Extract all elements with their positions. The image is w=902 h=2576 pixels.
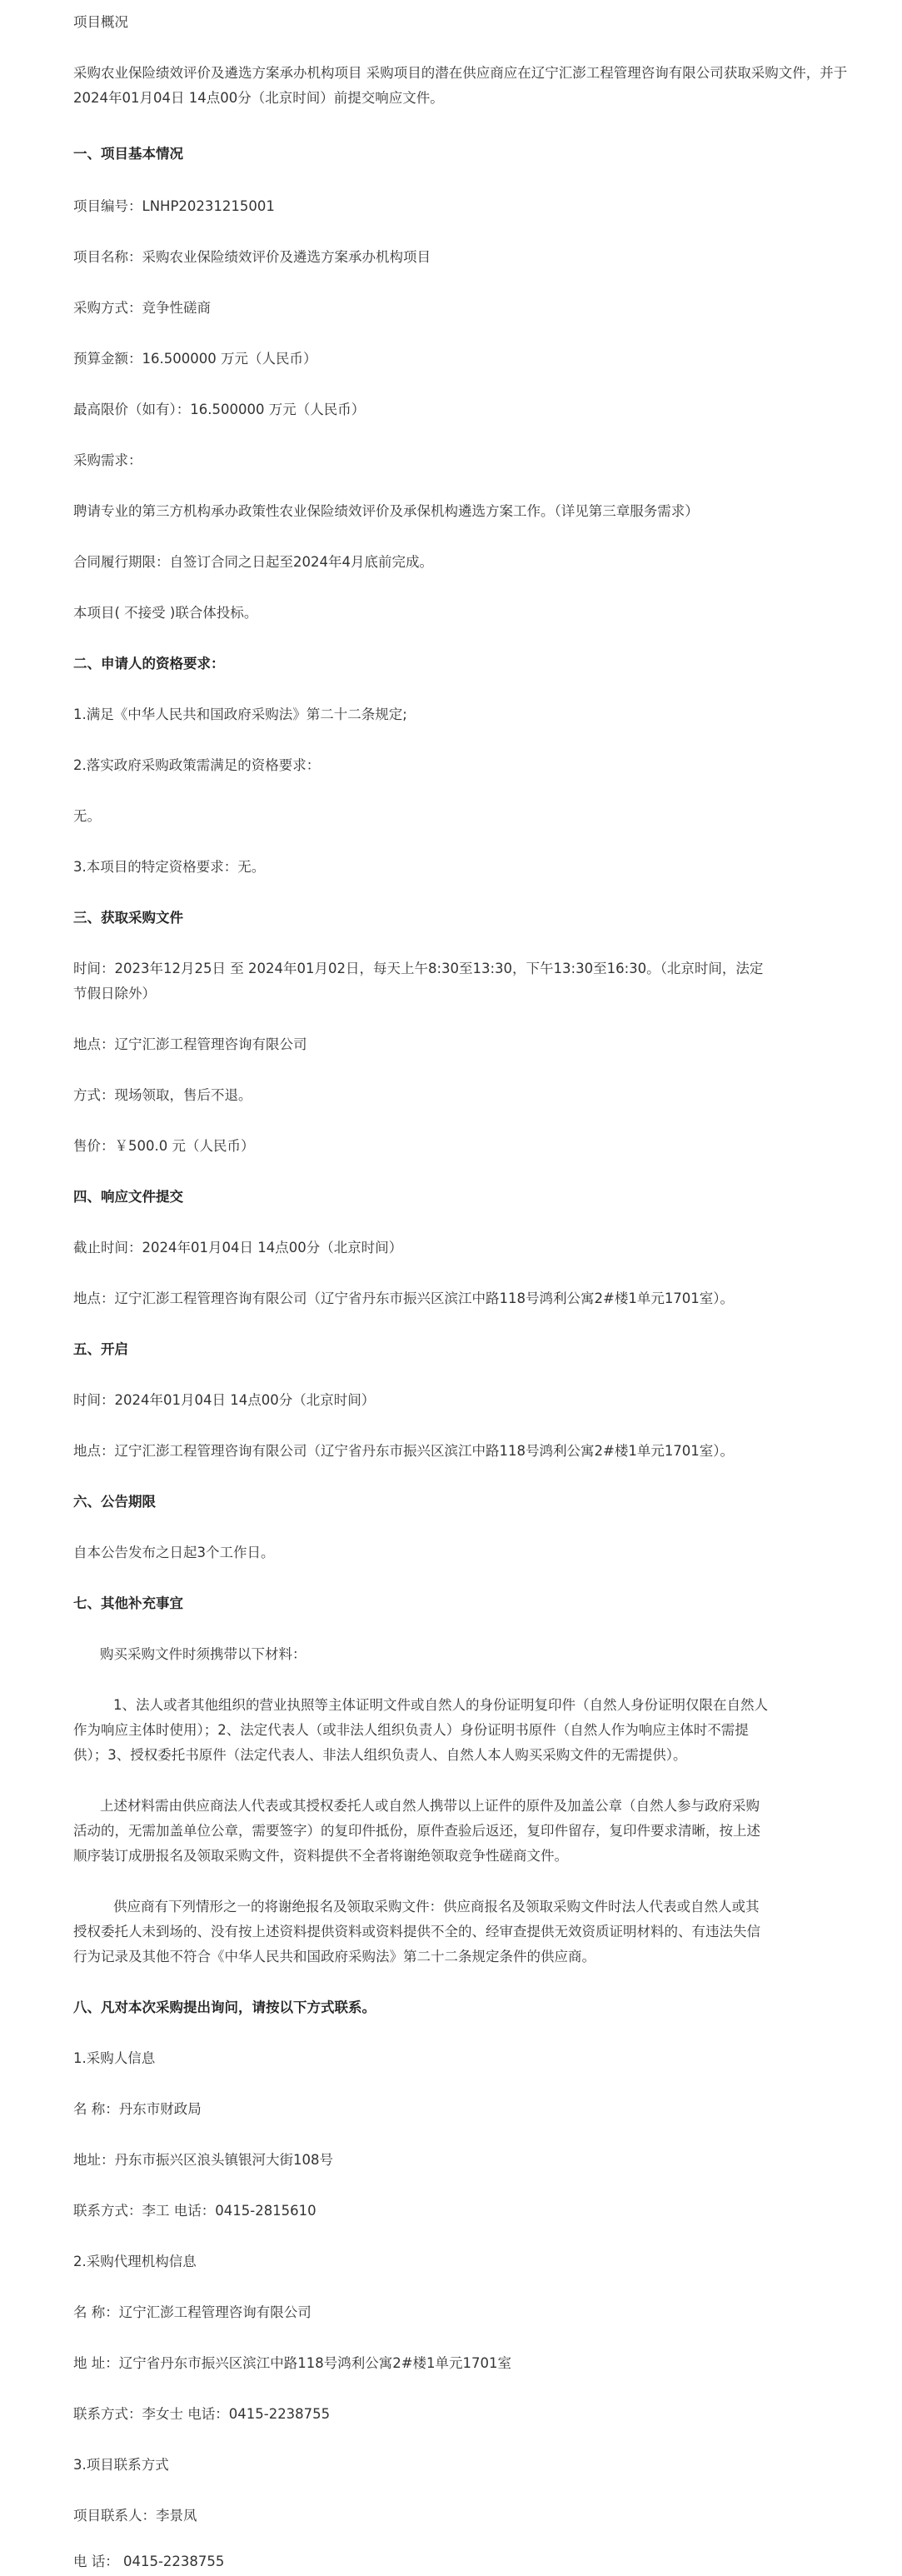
contract-period: 合同履行期限：自签订合同之日起至2024年4月底前完成。 bbox=[73, 554, 433, 570]
submission-place: 地点：辽宁汇澎工程管理咨询有限公司（辽宁省丹东市振兴区滨江中路118号鸿利公寓2#楼1单元1701室）。 bbox=[73, 1290, 735, 1306]
obtain-price: 售价：￥500.0 元（人民币） bbox=[73, 1138, 255, 1154]
materials-note-line-1: 上述材料需由供应商法人代表或其授权委托人或自然人携带以上证件的原件及加盖公章（自然人参与政府采购 bbox=[100, 1798, 760, 1814]
qualification-item-1: 1.满足《中华人民共和国政府采购法》第二十二条规定; bbox=[73, 706, 407, 722]
materials-list-line-1: 1、法人或者其他组织的营业执照等主体证明文件或自然人的身份证明复印件（自然人身份证明仅限在自然人 bbox=[113, 1697, 768, 1713]
obtain-place: 地点：辽宁汇澎工程管理咨询有限公司 bbox=[73, 1036, 307, 1052]
overview-text: 采购农业保险绩效评价及遴选方案承办机构项目 采购项目的潜在供应商应在辽宁汇澎工程管理咨询有限公司获取采购文件，并于2024年01月04日 14点00分（北京时间）前提交响应文件。 bbox=[73, 65, 848, 106]
materials-note-line-2: 活动的，无需加盖单位公章，需要签字）的复印件抵份，原件查验后返还，复印件留存，复印件要求清晰，按上述 bbox=[73, 1823, 760, 1839]
demand-text: 聘请专业的第三方机构承办政策性农业保险绩效评价及承保机构遴选方案工作。（详见第三章服务需求） bbox=[73, 503, 699, 519]
obtain-time-line-2: 节假日除外） bbox=[73, 986, 156, 1001]
project-name: 项目名称：采购农业保险绩效评价及遴选方案承办机构项目 bbox=[73, 249, 431, 265]
max-price: 最高限价（如有）：16.500000 万元（人民币） bbox=[73, 402, 366, 417]
section-2-heading: 二、申请人的资格要求： bbox=[73, 656, 225, 671]
budget-amount: 预算金额：16.500000 万元（人民币） bbox=[73, 351, 317, 367]
consortium-note: 本项目( 不接受 )联合体投标。 bbox=[73, 605, 258, 621]
project-contact-phone: 电 话： 0415-2238755 bbox=[73, 2554, 225, 2569]
materials-intro: 购买采购文件时须携带以下材料： bbox=[100, 1646, 306, 1662]
section-5-heading: 五、开启 bbox=[73, 1341, 128, 1357]
section-4-heading: 四、响应文件提交 bbox=[73, 1189, 183, 1205]
agency-name: 名 称：辽宁汇澎工程管理咨询有限公司 bbox=[73, 2304, 311, 2320]
agency-contact: 联系方式：李女士 电话：0415-2238755 bbox=[73, 2406, 331, 2422]
section-8-heading: 八、凡对本次采购提出询问，请按以下方式联系。 bbox=[73, 1999, 376, 2015]
section-6-heading: 六、公告期限 bbox=[73, 1494, 156, 1510]
obtain-manner: 方式：现场领取，售后不退。 bbox=[73, 1087, 252, 1103]
materials-note-line-3: 顺序装订成册报名及领取采购文件，资料提供不全者将谢绝领取竞争性磋商文件。 bbox=[73, 1848, 568, 1864]
overview-title: 项目概况 bbox=[73, 14, 128, 30]
purchaser-name: 名 称：丹东市财政局 bbox=[73, 2101, 202, 2117]
demand-label: 采购需求： bbox=[73, 452, 142, 468]
project-contact-person: 项目联系人：李景凤 bbox=[73, 2508, 197, 2524]
refusal-note-line-2: 授权委托人未到场的、没有按上述资料提供资料或资料提供不全的、经审查提供无效资质证明材料的、有违法失信 bbox=[73, 1924, 760, 1939]
qualification-item-2-value: 无。 bbox=[73, 808, 101, 824]
section-7-heading: 七、其他补充事宜 bbox=[73, 1595, 183, 1611]
submission-deadline: 截止时间：2024年01月04日 14点00分（北京时间） bbox=[73, 1240, 403, 1256]
purchaser-address: 地址：丹东市振兴区浪头镇银河大街108号 bbox=[73, 2152, 333, 2168]
refusal-note-line-3: 行为记录及其他不符合《中华人民共和国政府采购法》第二十二条规定条件的供应商。 bbox=[73, 1949, 596, 1964]
purchaser-contact: 联系方式：李工 电话：0415-2815610 bbox=[73, 2203, 316, 2219]
agency-title: 2.采购代理机构信息 bbox=[73, 2254, 197, 2269]
materials-list-line-3: 供）；3、授权委托书原件（法定代表人、非法人组织负责人、自然人本人购买采购文件的无需提供）。 bbox=[73, 1747, 687, 1763]
project-number: 项目编号：LNHP20231215001 bbox=[73, 198, 275, 214]
section-3-heading: 三、获取采购文件 bbox=[73, 910, 183, 926]
agency-address: 地 址：辽宁省丹东市振兴区滨江中路118号鸿利公寓2#楼1单元1701室 bbox=[73, 2355, 512, 2371]
opening-time: 时间：2024年01月04日 14点00分（北京时间） bbox=[73, 1392, 376, 1408]
procurement-method: 采购方式：竞争性磋商 bbox=[73, 300, 211, 316]
obtain-time-line-1: 时间：2023年12月25日 至 2024年01月02日，每天上午8:30至13:30，下午13:30至16:30。（北京时间，法定 bbox=[73, 961, 764, 976]
materials-list-line-2: 作为响应主体时使用）；2、法定代表人（或非法人组织负责人）身份证明书原件（自然人作为响应主体时不需提 bbox=[73, 1722, 749, 1738]
notice-period: 自本公告发布之日起3个工作日。 bbox=[73, 1545, 275, 1560]
refusal-note-line-1: 供应商有下列情形之一的将谢绝报名及领取采购文件：供应商报名及领取采购文件时法人代表或自然人或其 bbox=[113, 1899, 760, 1915]
qualification-item-3: 3.本项目的特定资格要求：无。 bbox=[73, 859, 266, 875]
section-1-heading: 一、项目基本情况 bbox=[73, 146, 183, 162]
project-contact-title: 3.项目联系方式 bbox=[73, 2457, 169, 2473]
opening-place: 地点：辽宁汇澎工程管理咨询有限公司（辽宁省丹东市振兴区滨江中路118号鸿利公寓2#楼1单元1701室）。 bbox=[73, 1443, 735, 1459]
purchaser-title: 1.采购人信息 bbox=[73, 2050, 156, 2066]
qualification-item-2: 2.落实政府采购政策需满足的资格要求： bbox=[73, 757, 321, 773]
